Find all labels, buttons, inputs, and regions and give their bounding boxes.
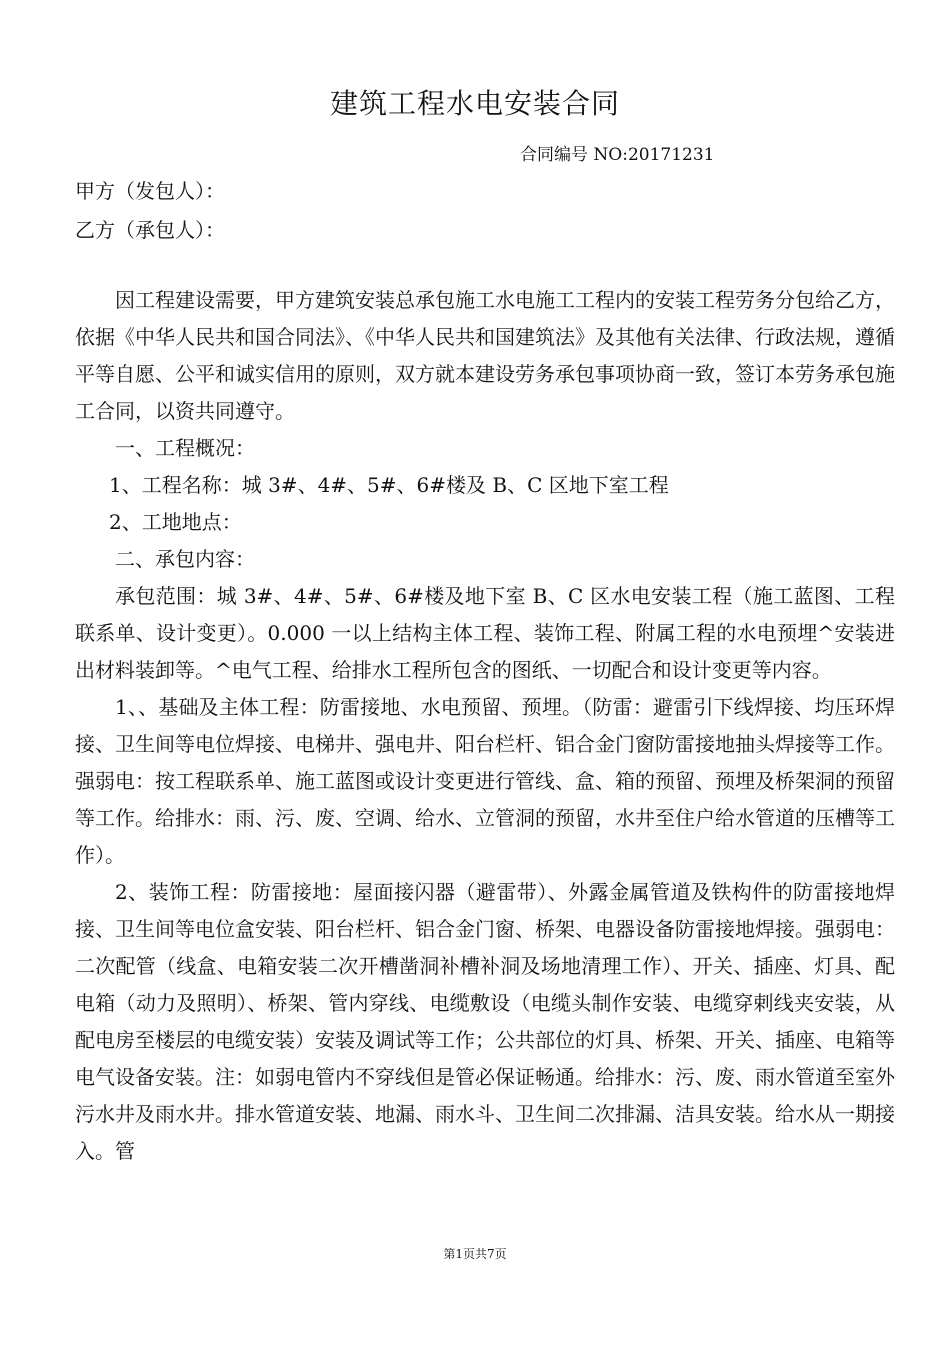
contract-body — [75, 282, 895, 1170]
document-title: 建筑工程水电安装合同 — [329, 87, 620, 120]
decoration-works-paragraph: 2、装饰工程：防雷接地：屋面接闪器（避雷带）、外露金属管道及铁构件的防雷接地焊接、卫生间等电位盒安装、阳台栏杆、铝合金门窗、桥架、电器设备防雷接地焊接。强弱电：二次配管（线盒、电箱安装二次开槽凿洞补槽补洞及场地清理工作）、开关、插座、灯具、配电箱（动力及照明）、桥架、管内穿线、电缆敷设（电缆头制作安装、电缆穿剌线夹安装，从配电房至楼层的电缆安装）安装及调试等工作；公共部位的灯具、桥架、开关、插座、电箱等电气设备安装。注：如弱电管内不穿线但是管必保证畅通。给排水：污、废、雨水管道至室外污水井及雨水井。排水管道安装、地漏、雨水斗、卫生间二次排漏、洁具安装。给水从一期接入。管 — [75, 880, 895, 1163]
project-name-item: 1、工程名称：城 3#、4#、5#、6#楼及 B、C 区地下室工程 — [109, 473, 669, 497]
foundation-works-paragraph: 1、、基础及主体工程：防雷接地、水电预留、预埋。（防雷：避雷引下线焊接、均压环焊接、卫生间等电位焊接、电梯井、强电井、阳台栏杆、铝合金门窗防雷接地抽头焊接等工作。强弱电：按工程联系单、施工蓝图或设计变更进行管线、盒、箱的预留、预埋及桥架洞的预留等工作。给排水：雨、污、废、空调、给水、立管洞的预留，水井至住户给水管道的压槽等工作）。 — [75, 695, 895, 867]
section-heading-overview: 一、工程概况： — [115, 436, 255, 460]
contract-number: 合同编号 NO:20171231 — [520, 145, 715, 165]
party-b-label: 乙方（承包人）： — [75, 218, 225, 242]
site-location-item: 2、工地地点： — [109, 510, 242, 534]
intro-paragraph: 因工程建设需要，甲方建筑安装总承包施工水电施工工程内的安装工程劳务分包给乙方，依据《中华人民共和国合同法》、《中华人民共和国建筑法》及其他有关法律、行政法规，遵循平等自愿、公平和诚实信用的原则，双方就本建设劳务承包事项协商一致，签订本劳务承包施工合同，以资共同遵守。 — [75, 288, 895, 423]
party-a-label: 甲方（发包人）： — [75, 179, 225, 203]
section-heading-scope: 二、承包内容： — [115, 547, 255, 571]
page-number-footer: 第1页共7页 — [443, 1247, 507, 1261]
scope-paragraph: 承包范围：城 3#、4#、5#、6#楼及地下室 B、C 区水电安装工程（施工蓝图、工程联系单、设计变更）。0.000 一以上结构主体工程、装饰工程、附属工程的水电预埋^安装进出材料装卸等。^电气工程、给排水工程所包含的图纸、一切配合和设计变更等内容。 — [75, 584, 895, 682]
